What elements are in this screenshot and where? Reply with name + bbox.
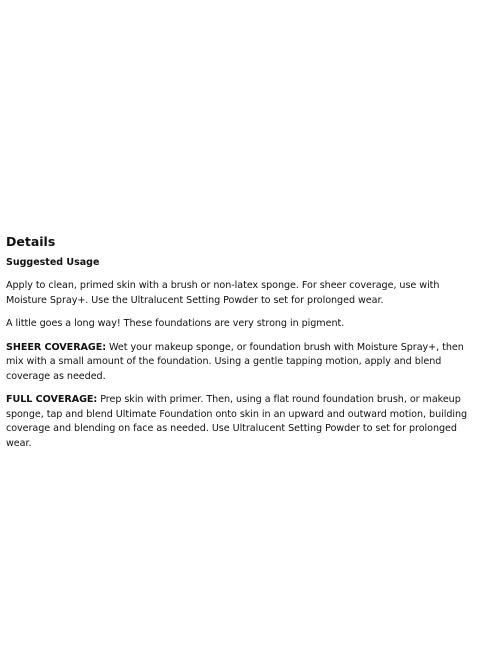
usage-paragraph-text: Apply to clean, primed skin with a brush or non-latex sponge. For sheer coverage, use with Moisture Spray+. Use the Ultralucent Setting Powder to set for prolonged wear. [6,280,440,306]
usage-paragraph-sheer-coverage [6,341,474,385]
usage-paragraph-apply [6,279,474,308]
usage-paragraph-text: A little goes a long way! These foundations are very strong in pigment. [6,318,345,329]
sheer-coverage-label: SHEER COVERAGE: [6,341,107,353]
usage-paragraph-text: Wet your makeup sponge, or foundation brush with Moisture Spray+, then mix with a small amount of the foundation. Using a gentle tapping motion, apply and blend coverage as needed. [6,341,464,382]
full-coverage-label: FULL COVERAGE: [6,394,98,405]
details-heading: Details [6,234,56,249]
suggested-usage-subheading: Suggested Usage [6,257,100,268]
product-details-section [6,233,474,460]
usage-paragraph-full-coverage [6,393,474,451]
usage-paragraph-pigment [6,317,474,332]
usage-paragraph-text: Prep skin with primer. Then, using a flat round foundation brush, or makeup sponge, tap and blend Ultimate Foundation onto skin in an upward and outward motion, building coverage and blending on face as needed. Use Ultralucent Setting Powder to set for prolonged wear. [6,394,468,449]
